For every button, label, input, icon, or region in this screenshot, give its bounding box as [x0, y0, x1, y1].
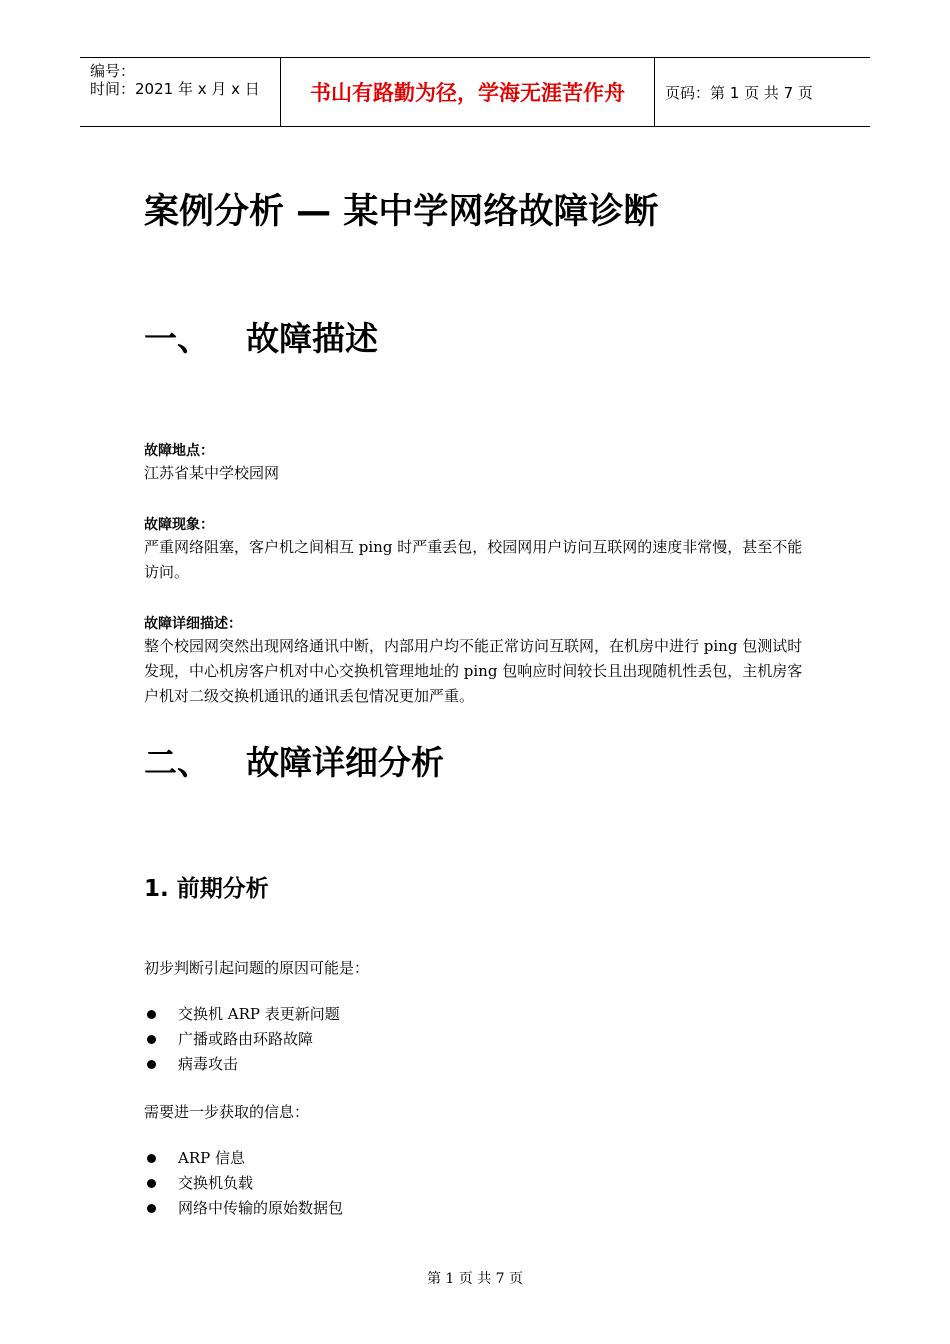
list-item: ARP 信息 [144, 1146, 343, 1171]
location-label: 故障地点： [144, 443, 214, 459]
list-item: 网络中传输的原始数据包 [144, 1196, 343, 1221]
location-text: 江苏省某中学校园网 [144, 464, 280, 482]
symptom-text: 严重网络阻塞，客户机之间相互 ping 时严重丢包，校园网用户访问互联网的速度非常慢，甚至不能访问。 [144, 538, 803, 581]
section-title: 故障详细分析 [246, 743, 444, 782]
doc-time-label: 时间：2021 年 x 月 x 日 [90, 80, 260, 98]
header-meta [80, 58, 281, 126]
list-item: 交换机 ARP 表更新问题 [144, 1002, 340, 1027]
page-header [80, 57, 870, 127]
header-page-info: 页码：第 1 页 共 7 页 [665, 83, 813, 102]
detail-text: 整个校园网突然出现网络通讯中断，内部用户均不能正常访问互联网，在机房中进行 ping 包测试时发现，中心机房客户机对中心交换机管理地址的 ping 包响应时间较长且出现随机性丢包，主机房客户机对二级交换机通讯的通讯丢包情况更加严重。 [144, 637, 803, 705]
bullet-icon [147, 1154, 156, 1163]
cause-list [144, 1002, 340, 1077]
detail-label: 故障详细描述： [144, 616, 242, 632]
subsection-heading: 1. 前期分析 [144, 876, 269, 902]
section-number: 二、 [144, 743, 210, 782]
section-heading-2 [144, 737, 444, 784]
bullet-icon [147, 1010, 156, 1019]
section-number: 一、 [144, 319, 210, 358]
list-item: 广播或路由环路故障 [144, 1027, 340, 1052]
section-heading-1 [144, 313, 378, 360]
intro-text: 初步判断引起问题的原因可能是： [144, 959, 370, 977]
doc-number-label: 编号： [90, 62, 136, 80]
section-title: 故障描述 [246, 319, 378, 358]
bullet-icon [147, 1204, 156, 1213]
bullet-icon [147, 1035, 156, 1044]
list-item: 病毒攻击 [144, 1052, 340, 1077]
bullet-icon [147, 1060, 156, 1069]
need-list [144, 1146, 343, 1221]
bullet-icon [147, 1179, 156, 1188]
list-item: 交换机负载 [144, 1171, 343, 1196]
need-label: 需要进一步获取的信息： [144, 1103, 310, 1121]
document-title: 案例分析 — 某中学网络故障诊断 [144, 192, 659, 232]
page-footer: 第 1 页 共 7 页 [426, 1271, 524, 1287]
symptom-label: 故障现象： [144, 517, 214, 533]
header-motto: 书山有路勤为径，学海无涯苦作舟 [281, 58, 655, 126]
